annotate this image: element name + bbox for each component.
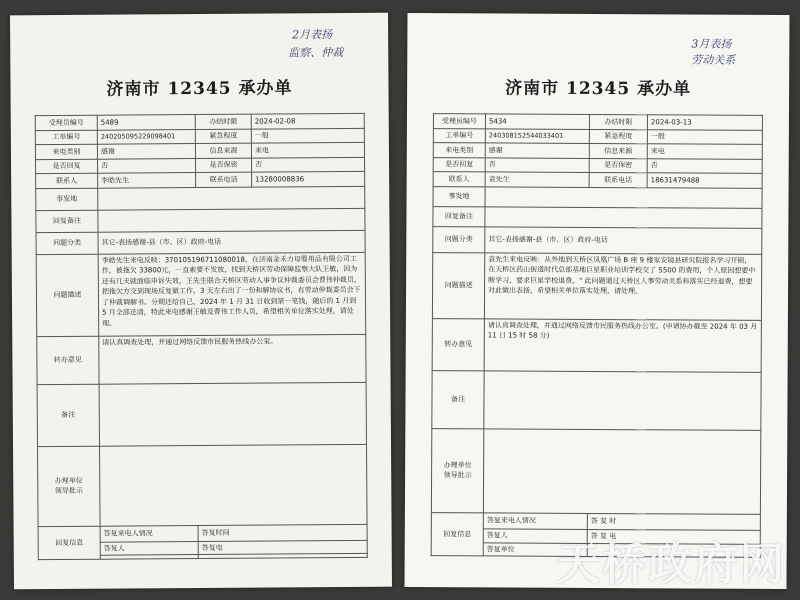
value-remark	[99, 382, 366, 446]
label-opinion: 转办意见	[37, 336, 99, 384]
handwritten-note-line1: 2月表扬	[292, 28, 333, 42]
value-secret: 否	[252, 157, 365, 172]
label-order: 工单编号	[433, 128, 485, 143]
label-leader: 办理单位 领导批示	[431, 428, 483, 512]
value-opinion: 请认真调查处理，并通过网络反馈市民服务热线办公室。	[99, 334, 366, 384]
label-desc: 问题描述	[36, 254, 99, 336]
label-reply: 是否回复	[36, 159, 98, 174]
value-deadline: 2024-02-08	[251, 113, 364, 128]
value-id: 5489	[97, 115, 195, 130]
label-note: 回复备注	[36, 210, 98, 232]
value-urgency: 一般	[647, 129, 762, 144]
label-note: 回复备注	[433, 206, 485, 226]
label-fb1: 答复来电人情况	[100, 525, 198, 542]
label-category: 来电类别	[433, 143, 485, 158]
label-contact: 联系人	[36, 173, 98, 188]
label-desc: 问题描述	[432, 252, 484, 318]
label-urgency: 紧急程度	[195, 129, 251, 144]
label-fb3: 答复人	[100, 541, 198, 555]
label-fb5: 答复单位	[483, 542, 587, 556]
document-title: 济南市 12345 承办单	[505, 78, 692, 100]
value-source: 来电	[647, 144, 762, 159]
label-id: 受理员编号	[35, 115, 97, 130]
value-remark	[484, 370, 761, 429]
label-order: 工单编号	[35, 130, 97, 145]
label-phone: 联系电话	[589, 172, 647, 187]
label-place: 事发地	[36, 188, 98, 210]
value-opinion: 请认真调查处理，并通过网络反馈市民服务热线办公室。(申请协办截至 2024 年 03 月 11 日 15 时 58 分)	[484, 318, 761, 371]
label-remark: 备注	[37, 384, 99, 446]
value-note	[98, 208, 365, 232]
label-source: 信息来源	[589, 143, 647, 158]
label-type: 问题分类	[433, 226, 485, 252]
value-phone: 18631479488	[647, 173, 762, 188]
label-id: 受理员编号	[433, 114, 485, 129]
label-secret: 是否保密	[196, 158, 252, 173]
site-watermark: 天桥政府网	[556, 539, 786, 590]
value-desc: 袁先生来电反映：从外地到天桥区凤凰广场 B 座 9 楼家安镜县研究院报名学习开锁，在天桥区药山街道时代总部基地巨星职业培训学校交了 5500 的费用，个人原因想要中断学习，要求巨星学校退费，" 此问题通过天桥区人事劳动关系科落实已经退费，想要对此做出表扬，希望相关单位落实处理，请处理。	[484, 252, 761, 319]
label-feedback: 回复信息	[38, 526, 100, 559]
label-fb3: 答复人	[483, 528, 587, 543]
label-deadline: 办结时限	[195, 114, 251, 129]
value-place	[98, 186, 365, 210]
value-type: 其它-表扬感谢-县（市、区）政府-电话	[485, 226, 762, 253]
value-leader	[100, 444, 368, 526]
value-contact: 袁先生	[485, 172, 589, 187]
label-fb2: 答 复 时	[587, 513, 760, 530]
label-remark: 备注	[432, 370, 484, 428]
label-fb2: 答复时间	[198, 524, 367, 541]
label-fb1: 答复来电人情况	[483, 512, 587, 529]
value-desc: 李皓先生来电反映：370105196711080018，在济南金禾力母婴用品有限公司工作，被拖欠 33800元，一直索要不发放，找到天桥区劳动保障监察大队王敏，因为还有几天就面临申诉失效，王先生联合天桥区劳动人事争议仲裁委员会曹伟仲裁员，把拖欠方交到现场反复做工作，3 天左右出了一份和解协议书，有劳动仲裁委员会下了仲裁调解书。分期还给自己，2024 年 1 月 31 日收到第一笔钱，随后的 1 月到 5 月全部还清，特此来电感谢王敏及曹伟工作人员，希望相关单位落实处理，请处理。	[98, 252, 366, 336]
label-deadline: 办结时限	[589, 114, 647, 129]
value-urgency: 一般	[251, 128, 364, 143]
label-source: 信息来源	[195, 143, 251, 158]
value-contact: 李皓先生	[98, 173, 196, 188]
handwritten-note-line2: 监察、仲裁	[288, 46, 344, 60]
value-secret: 否	[647, 158, 762, 173]
label-place: 事发地	[433, 186, 485, 206]
left-document-sheet	[10, 13, 392, 590]
value-order: 2402050952290984​01	[97, 129, 195, 144]
label-contact: 联系人	[433, 172, 485, 187]
value-reply: 否	[98, 158, 196, 173]
label-phone: 联系电话	[196, 172, 252, 187]
value-deadline: 2024-03-13	[647, 115, 762, 130]
label-leader: 办理单位 领导批示	[38, 446, 101, 526]
label-feedback: 回复信息	[431, 512, 483, 555]
value-place	[485, 186, 762, 207]
label-fb4: 答复电	[198, 540, 367, 554]
label-opinion: 转办意见	[432, 318, 484, 370]
label-category: 来电类别	[35, 144, 97, 159]
label-reply: 是否回复	[433, 157, 485, 172]
value-order: 240308152544033401	[485, 128, 589, 143]
value-leader	[483, 428, 760, 513]
form-table	[35, 113, 368, 560]
value-note	[485, 206, 762, 227]
handwritten-note: 3月表扬 劳动关系	[691, 37, 736, 67]
value-category: 感谢	[485, 143, 589, 158]
value-phone: 13280008836	[252, 171, 365, 186]
value-source: 来电	[251, 142, 364, 157]
value-reply: 否	[485, 157, 589, 172]
document-title: 济南市 12345 承办单	[106, 78, 293, 100]
value-category: 感谢	[97, 144, 195, 159]
label-secret: 是否保密	[589, 158, 647, 173]
value-id: 5434	[485, 114, 589, 129]
label-fb4: 答 复 电	[587, 529, 760, 544]
value-type: 其它-表扬感谢-县（市、区）政府-电话	[98, 230, 365, 254]
label-urgency: 紧急程度	[589, 129, 647, 144]
label-type: 问题分类	[36, 232, 98, 254]
right-document-sheet	[404, 13, 789, 589]
form-table	[431, 113, 763, 557]
